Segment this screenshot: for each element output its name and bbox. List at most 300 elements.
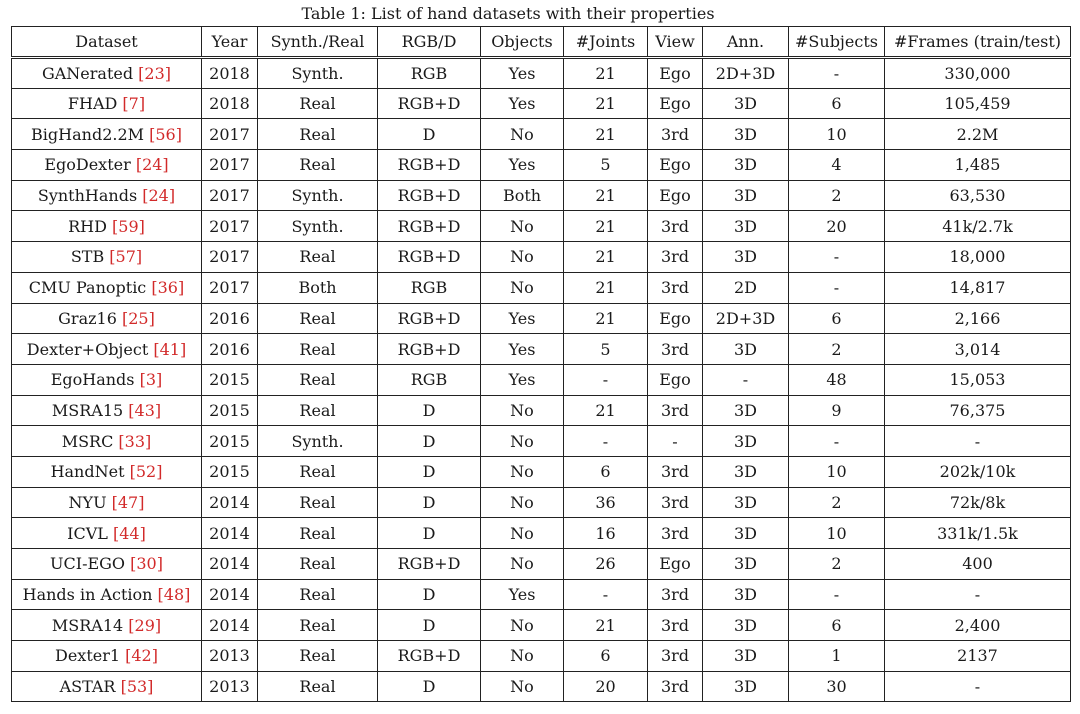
cell-joints: 20 xyxy=(564,671,648,702)
dataset-name: MSRA15 xyxy=(51,400,124,420)
cell-ann: 3D xyxy=(703,610,789,641)
table-row xyxy=(12,211,1071,242)
cell-rgbd: RGB+D xyxy=(378,303,481,334)
cell-ann: 3D xyxy=(703,641,789,672)
table-row xyxy=(12,641,1071,672)
table-row xyxy=(12,487,1071,518)
cell-synth: Real xyxy=(258,119,378,150)
cell-rgbd: RGB xyxy=(378,272,481,303)
cell-year: 2018 xyxy=(202,88,258,119)
table-row xyxy=(12,334,1071,365)
cell-joints: 21 xyxy=(564,88,648,119)
cell-subjects: - xyxy=(789,426,885,457)
citation-bracket-close: ] xyxy=(175,124,182,144)
table-row xyxy=(12,518,1071,549)
citation-bracket-close: ] xyxy=(138,216,145,236)
cell-view: 3rd xyxy=(648,211,703,242)
cell-rgbd: D xyxy=(378,610,481,641)
cell-year: 2013 xyxy=(202,671,258,702)
header-year: Year xyxy=(202,27,258,58)
header-ann: Ann. xyxy=(703,27,789,58)
dataset-name: Dexter+Object xyxy=(26,339,149,359)
cell-synth: Real xyxy=(258,671,378,702)
cell-rgbd: D xyxy=(378,426,481,457)
cell-synth: Real xyxy=(258,549,378,580)
cell-subjects: 30 xyxy=(789,671,885,702)
cell-objects: Both xyxy=(481,180,564,211)
cell-view: 3rd xyxy=(648,119,703,150)
dataset-name: RHD xyxy=(68,216,107,236)
table-row xyxy=(12,549,1071,580)
cell-view: Ego xyxy=(648,150,703,181)
cell-rgbd: RGB xyxy=(378,364,481,395)
citation-bracket-close: ] xyxy=(156,370,163,390)
citation-bracket-open: [ xyxy=(106,216,119,236)
cell-ann: - xyxy=(703,364,789,395)
table-row xyxy=(12,242,1071,273)
cell-view: Ego xyxy=(648,88,703,119)
cell-synth: Real xyxy=(258,364,378,395)
cell-subjects: 4 xyxy=(789,150,885,181)
citation-bracket-close: ] xyxy=(156,554,163,574)
citation-link[interactable]: 47 xyxy=(117,492,139,512)
citation-link[interactable]: 33 xyxy=(124,431,146,451)
citation-link[interactable]: 7 xyxy=(128,94,139,114)
cell-synth: Real xyxy=(258,395,378,426)
cell-subjects: 10 xyxy=(789,119,885,150)
citation-link[interactable]: 36 xyxy=(157,278,178,298)
cell-joints: 21 xyxy=(564,395,648,426)
cell-subjects: - xyxy=(789,242,885,273)
cell-joints: 5 xyxy=(564,334,648,365)
header-joints: #Joints xyxy=(564,27,648,58)
cell-subjects: - xyxy=(789,579,885,610)
cell-synth: Synth. xyxy=(258,426,378,457)
cell-rgbd: D xyxy=(378,487,481,518)
citation-bracket-close: ] xyxy=(145,431,152,451)
citation-bracket-open: [ xyxy=(106,492,118,512)
cell-view: Ego xyxy=(648,364,703,395)
cell-frames: 1,485 xyxy=(885,150,1071,181)
dataset-name: MSRA14 xyxy=(51,615,124,635)
cell-frames: - xyxy=(885,579,1071,610)
cell-view: 3rd xyxy=(648,456,703,487)
cell-subjects: 2 xyxy=(789,487,885,518)
cell-frames: 331k/1.5k xyxy=(885,518,1071,549)
cell-joints: 21 xyxy=(564,272,648,303)
cell-ann: 3D xyxy=(703,88,789,119)
cell-rgbd: D xyxy=(378,456,481,487)
dataset-name: CMU Panoptic xyxy=(28,278,147,298)
cell-subjects: 1 xyxy=(789,641,885,672)
cell-year: 2015 xyxy=(202,426,258,457)
cell-subjects: 10 xyxy=(789,456,885,487)
cell-rgbd: D xyxy=(378,119,481,150)
citation-bracket-open: [ xyxy=(123,400,135,420)
cell-ann: 3D xyxy=(703,242,789,273)
dataset-name: MSRC xyxy=(61,431,114,451)
cell-view: 3rd xyxy=(648,272,703,303)
cell-frames: 2,400 xyxy=(885,610,1071,641)
citation-bracket-open: [ xyxy=(115,677,127,697)
dataset-name: NYU xyxy=(68,492,107,512)
cell-joints: 21 xyxy=(564,610,648,641)
cell-objects: Yes xyxy=(481,150,564,181)
dataset-name: SynthHands xyxy=(37,186,138,206)
cell-year: 2014 xyxy=(202,610,258,641)
cell-dataset xyxy=(12,364,202,395)
cell-view: 3rd xyxy=(648,395,703,426)
cell-subjects: 6 xyxy=(789,88,885,119)
cell-ann: 3D xyxy=(703,426,789,457)
cell-view: 3rd xyxy=(648,518,703,549)
cell-joints: 5 xyxy=(564,150,648,181)
citation-bracket-open: [ xyxy=(113,431,125,451)
cell-year: 2014 xyxy=(202,549,258,580)
cell-frames: 202k/10k xyxy=(885,456,1071,487)
header-row xyxy=(12,27,1071,58)
cell-objects: No xyxy=(481,242,564,273)
cell-synth: Real xyxy=(258,242,378,273)
citation-bracket-close: ] xyxy=(154,400,162,420)
citation-bracket-close: ] xyxy=(139,523,146,543)
citation-link[interactable]: 59 xyxy=(118,216,139,236)
cell-dataset xyxy=(12,487,202,518)
citation-link[interactable]: 3 xyxy=(145,370,157,390)
cell-frames: 15,053 xyxy=(885,364,1071,395)
cell-subjects: - xyxy=(789,272,885,303)
table-row xyxy=(12,579,1071,610)
cell-joints: - xyxy=(564,579,648,610)
citation-bracket-open: [ xyxy=(146,278,158,298)
cell-synth: Real xyxy=(258,579,378,610)
cell-rgbd: D xyxy=(378,395,481,426)
cell-objects: No xyxy=(481,456,564,487)
citation-link[interactable]: 44 xyxy=(119,523,140,543)
citation-bracket-close: ] xyxy=(148,308,155,328)
citation-link[interactable]: 30 xyxy=(136,554,157,574)
cell-synth: Real xyxy=(258,487,378,518)
cell-objects: Yes xyxy=(481,303,564,334)
citation-bracket-open: [ xyxy=(104,247,116,267)
cell-dataset xyxy=(12,58,202,89)
cell-dataset xyxy=(12,579,202,610)
table-caption: Table 1: List of hand datasets with their properties xyxy=(301,4,715,23)
cell-synth: Real xyxy=(258,334,378,365)
citation-bracket-close: ] xyxy=(151,646,158,666)
citation-link[interactable]: 24 xyxy=(142,155,163,175)
cell-synth: Real xyxy=(258,88,378,119)
cell-dataset xyxy=(12,456,202,487)
cell-dataset xyxy=(12,518,202,549)
cell-subjects: 6 xyxy=(789,303,885,334)
cell-synth: Synth. xyxy=(258,211,378,242)
citation-bracket-close: ] xyxy=(138,492,145,512)
cell-objects: No xyxy=(481,119,564,150)
cell-year: 2017 xyxy=(202,150,258,181)
cell-frames: 3,014 xyxy=(885,334,1071,365)
cell-objects: Yes xyxy=(481,579,564,610)
citation-bracket-open: [ xyxy=(124,462,136,482)
cell-frames: 76,375 xyxy=(885,395,1071,426)
cell-frames: 18,000 xyxy=(885,242,1071,273)
cell-objects: No xyxy=(481,641,564,672)
cell-view: 3rd xyxy=(648,641,703,672)
cell-synth: Real xyxy=(258,641,378,672)
cell-joints: 36 xyxy=(564,487,648,518)
table-row xyxy=(12,395,1071,426)
citation-bracket-open: [ xyxy=(148,339,160,359)
cell-year: 2015 xyxy=(202,395,258,426)
citation-link[interactable]: 23 xyxy=(144,63,165,83)
cell-subjects: 6 xyxy=(789,610,885,641)
cell-view: - xyxy=(648,426,703,457)
cell-rgbd: D xyxy=(378,518,481,549)
dataset-name: EgoDexter xyxy=(44,155,131,175)
citation-link[interactable]: 25 xyxy=(128,308,149,328)
cell-joints: 21 xyxy=(564,180,648,211)
cell-rgbd: RGB+D xyxy=(378,211,481,242)
cell-ann: 3D xyxy=(703,180,789,211)
dataset-name: FHAD xyxy=(67,94,118,114)
table-row xyxy=(12,364,1071,395)
citation-bracket-close: ] xyxy=(156,462,163,482)
cell-ann: 3D xyxy=(703,487,789,518)
table-row xyxy=(12,303,1071,334)
cell-view: 3rd xyxy=(648,610,703,641)
cell-year: 2017 xyxy=(202,119,258,150)
header-synth-real: Synth./Real xyxy=(258,27,378,58)
cell-objects: No xyxy=(481,487,564,518)
cell-year: 2015 xyxy=(202,364,258,395)
cell-year: 2017 xyxy=(202,180,258,211)
cell-synth: Synth. xyxy=(258,58,378,89)
header-objects: Objects xyxy=(481,27,564,58)
cell-synth: Real xyxy=(258,303,378,334)
table-row xyxy=(12,272,1071,303)
cell-subjects: 10 xyxy=(789,518,885,549)
citation-bracket-open: [ xyxy=(107,523,120,543)
cell-joints: 21 xyxy=(564,303,648,334)
cell-dataset xyxy=(12,671,202,702)
header-frames: #Frames (train/test) xyxy=(885,27,1071,58)
citation-bracket-open: [ xyxy=(137,186,149,206)
citation-bracket-open: [ xyxy=(117,94,129,114)
cell-subjects: - xyxy=(789,58,885,89)
cell-joints: 21 xyxy=(564,58,648,89)
cell-frames: 63,530 xyxy=(885,180,1071,211)
dataset-name: HandNet xyxy=(50,462,125,482)
cell-rgbd: D xyxy=(378,671,481,702)
table-row xyxy=(12,180,1071,211)
dataset-name: Graz16 xyxy=(58,308,117,328)
citation-bracket-open: [ xyxy=(144,124,156,144)
cell-objects: No xyxy=(481,549,564,580)
citation-bracket-open: [ xyxy=(134,370,146,390)
citation-bracket-close: ] xyxy=(179,339,187,359)
citation-link[interactable]: 42 xyxy=(131,646,152,666)
table-body xyxy=(12,58,1071,702)
dataset-name: Dexter1 xyxy=(55,646,121,666)
cell-subjects: 9 xyxy=(789,395,885,426)
cell-view: 3rd xyxy=(648,242,703,273)
cell-rgbd: RGB+D xyxy=(378,641,481,672)
citation-link[interactable]: 41 xyxy=(159,339,180,359)
dataset-name: ICVL xyxy=(67,523,108,543)
cell-view: 3rd xyxy=(648,487,703,518)
citation-link[interactable]: 29 xyxy=(134,615,155,635)
cell-frames: 105,459 xyxy=(885,88,1071,119)
citation-bracket-open: [ xyxy=(116,308,129,328)
cell-ann: 3D xyxy=(703,150,789,181)
cell-joints: - xyxy=(564,426,648,457)
cell-objects: Yes xyxy=(481,364,564,395)
cell-dataset xyxy=(12,88,202,119)
citation-bracket-open: [ xyxy=(120,646,132,666)
cell-dataset xyxy=(12,119,202,150)
dataset-name: Hands in Action xyxy=(22,585,153,605)
cell-rgbd: D xyxy=(378,579,481,610)
cell-dataset xyxy=(12,242,202,273)
citation-link[interactable]: 52 xyxy=(135,462,157,482)
cell-ann: 3D xyxy=(703,671,789,702)
cell-joints: 6 xyxy=(564,456,648,487)
cell-ann: 3D xyxy=(703,119,789,150)
cell-year: 2013 xyxy=(202,641,258,672)
cell-objects: Yes xyxy=(481,88,564,119)
cell-frames: - xyxy=(885,671,1071,702)
cell-year: 2014 xyxy=(202,487,258,518)
cell-rgbd: RGB+D xyxy=(378,549,481,580)
citation-bracket-close: ] xyxy=(162,155,169,175)
cell-objects: No xyxy=(481,671,564,702)
cell-joints: 16 xyxy=(564,518,648,549)
cell-ann: 3D xyxy=(703,549,789,580)
cell-dataset xyxy=(12,180,202,211)
cell-frames: 400 xyxy=(885,549,1071,580)
table-row xyxy=(12,456,1071,487)
cell-objects: No xyxy=(481,211,564,242)
cell-rgbd: RGB+D xyxy=(378,180,481,211)
citation-bracket-open: [ xyxy=(130,155,143,175)
cell-year: 2017 xyxy=(202,211,258,242)
cell-year: 2016 xyxy=(202,303,258,334)
cell-view: Ego xyxy=(648,58,703,89)
cell-frames: 2137 xyxy=(885,641,1071,672)
cell-dataset xyxy=(12,610,202,641)
cell-objects: No xyxy=(481,272,564,303)
table-row xyxy=(12,671,1071,702)
cell-joints: 6 xyxy=(564,641,648,672)
table-row xyxy=(12,58,1071,89)
cell-year: 2014 xyxy=(202,579,258,610)
header-rgbd: RGB/D xyxy=(378,27,481,58)
citation-bracket-open: [ xyxy=(123,615,135,635)
cell-dataset xyxy=(12,211,202,242)
cell-rgbd: RGB+D xyxy=(378,242,481,273)
cell-objects: No xyxy=(481,395,564,426)
table-row xyxy=(12,610,1071,641)
cell-dataset xyxy=(12,150,202,181)
cell-ann: 3D xyxy=(703,395,789,426)
cell-subjects: 20 xyxy=(789,211,885,242)
header-dataset: Dataset xyxy=(12,27,202,58)
cell-objects: Yes xyxy=(481,334,564,365)
dataset-name: BigHand2.2M xyxy=(31,124,145,144)
cell-frames: 330,000 xyxy=(885,58,1071,89)
citation-bracket-open: [ xyxy=(125,554,137,574)
cell-frames: 2.2M xyxy=(885,119,1071,150)
citation-bracket-close: ] xyxy=(168,186,176,206)
citation-bracket-close: ] xyxy=(177,278,185,298)
citation-link[interactable]: 56 xyxy=(155,124,176,144)
cell-view: Ego xyxy=(648,549,703,580)
cell-frames: 72k/8k xyxy=(885,487,1071,518)
cell-dataset xyxy=(12,549,202,580)
cell-year: 2014 xyxy=(202,518,258,549)
cell-year: 2017 xyxy=(202,242,258,273)
table-row xyxy=(12,426,1071,457)
cell-ann: 2D+3D xyxy=(703,303,789,334)
citation-bracket-close: ] xyxy=(184,585,191,605)
dataset-name: EgoHands xyxy=(50,370,135,390)
dataset-name: GANerated xyxy=(41,63,134,83)
hand-datasets-table xyxy=(11,26,1071,702)
cell-subjects: 48 xyxy=(789,364,885,395)
cell-rgbd: RGB+D xyxy=(378,334,481,365)
cell-ann: 3D xyxy=(703,579,789,610)
cell-year: 2018 xyxy=(202,58,258,89)
cell-objects: No xyxy=(481,610,564,641)
cell-view: Ego xyxy=(648,180,703,211)
citation-link[interactable]: 48 xyxy=(163,585,185,605)
cell-frames: 2,166 xyxy=(885,303,1071,334)
citation-link[interactable]: 57 xyxy=(115,247,136,267)
cell-objects: Yes xyxy=(481,58,564,89)
cell-ann: 2D+3D xyxy=(703,58,789,89)
cell-synth: Real xyxy=(258,456,378,487)
citation-bracket-open: [ xyxy=(133,63,145,83)
cell-view: 3rd xyxy=(648,671,703,702)
cell-subjects: 2 xyxy=(789,334,885,365)
cell-ann: 2D xyxy=(703,272,789,303)
dataset-name: STB xyxy=(70,247,105,267)
cell-dataset xyxy=(12,303,202,334)
citation-bracket-close: ] xyxy=(138,94,146,114)
cell-objects: No xyxy=(481,426,564,457)
cell-synth: Real xyxy=(258,610,378,641)
citation-bracket-close: ] xyxy=(154,615,162,635)
citation-link[interactable]: 24 xyxy=(148,186,169,206)
cell-rgbd: RGB+D xyxy=(378,88,481,119)
cell-joints: 21 xyxy=(564,119,648,150)
cell-synth: Both xyxy=(258,272,378,303)
cell-view: 3rd xyxy=(648,579,703,610)
cell-frames: 14,817 xyxy=(885,272,1071,303)
cell-synth: Real xyxy=(258,518,378,549)
cell-synth: Real xyxy=(258,150,378,181)
cell-joints: 21 xyxy=(564,211,648,242)
citation-link[interactable]: 53 xyxy=(126,677,148,697)
dataset-name: ASTAR xyxy=(59,677,116,697)
cell-dataset xyxy=(12,426,202,457)
cell-rgbd: RGB xyxy=(378,58,481,89)
cell-dataset xyxy=(12,272,202,303)
cell-ann: 3D xyxy=(703,456,789,487)
table-row xyxy=(12,119,1071,150)
citation-link[interactable]: 43 xyxy=(134,400,155,420)
cell-ann: 3D xyxy=(703,211,789,242)
